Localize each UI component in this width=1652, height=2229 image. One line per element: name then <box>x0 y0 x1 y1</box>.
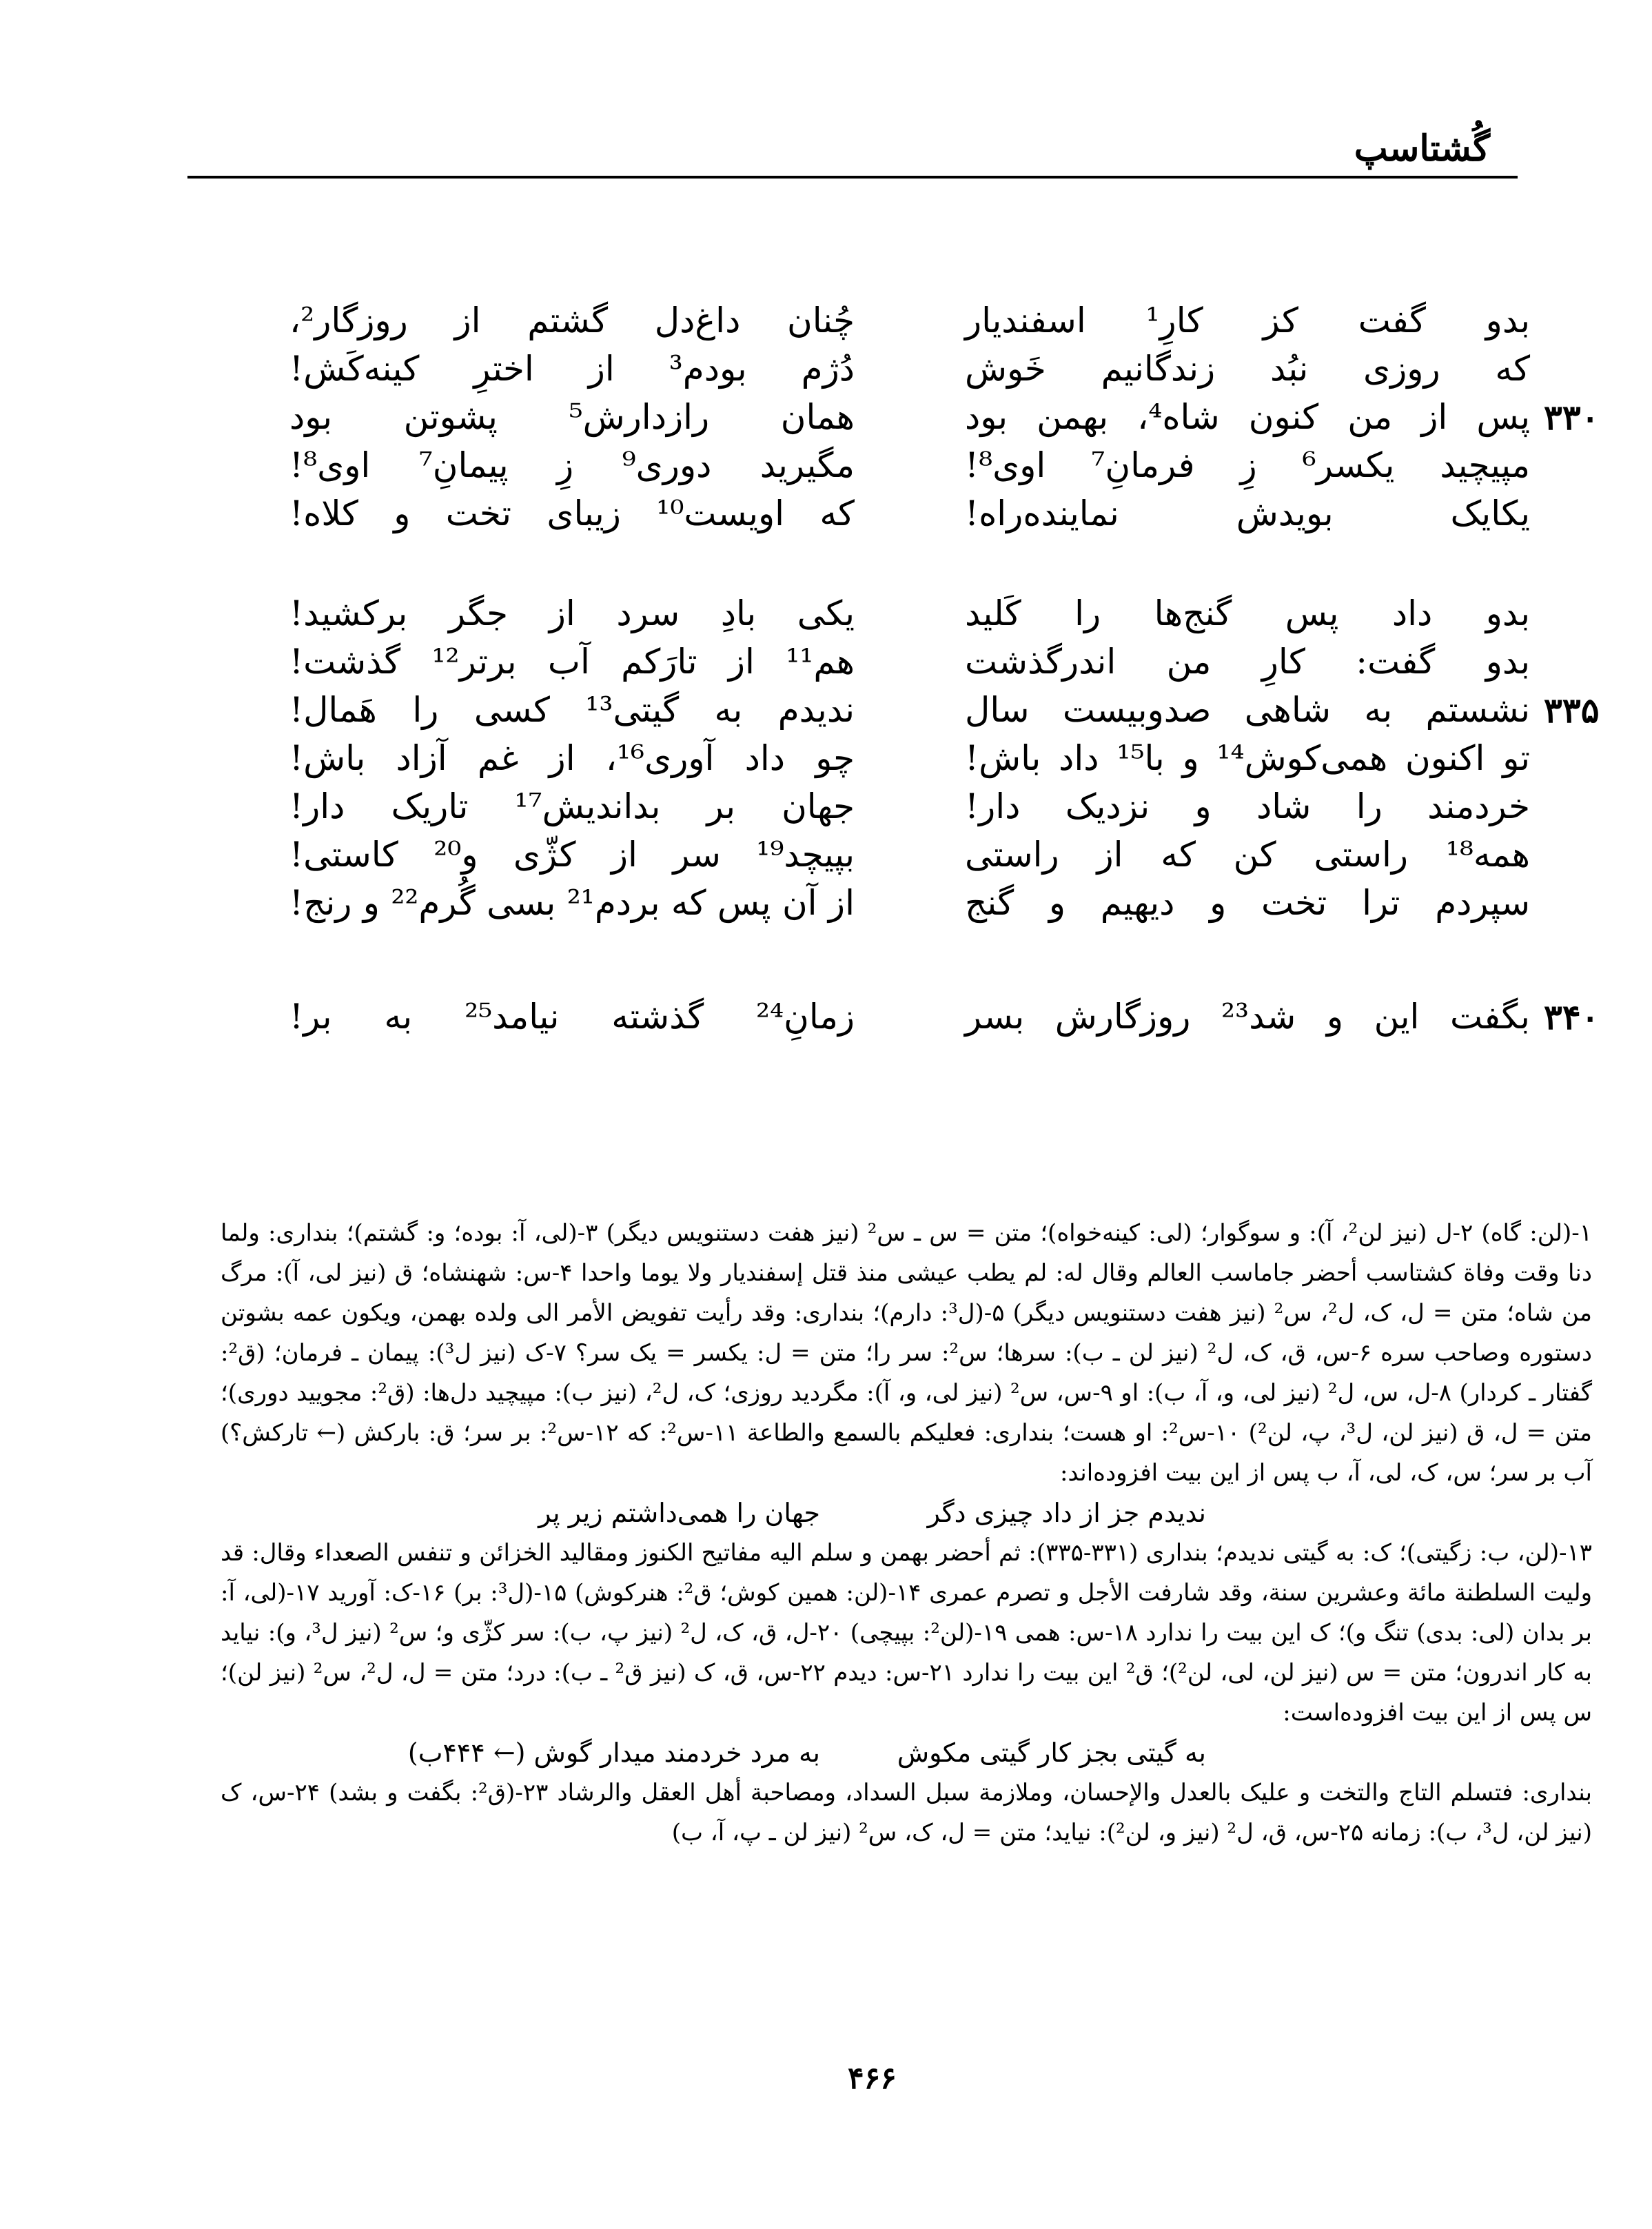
hemistich-first: پس از من کنون شاه⁴، بهمن بود <box>965 397 1530 437</box>
hemistich-second: هم¹¹ از تارَکم آب برتر¹² گذشت! <box>289 642 855 682</box>
verse-group-2 <box>289 589 1600 927</box>
hemistich-first: بدو گفت: کارِ من اندرگذشت <box>965 642 1530 682</box>
verse-number: ۳۳۰ <box>1544 396 1600 438</box>
footnote-paragraph-3: بنداری: فتسلم التاج والتخت و علیک بالعدل والإحسان، وملازمة سبل السداد، ومصاحبة أهل العقل والرشاد ۲۳-(ق²: بگفت و بشد) ۲۴-س، ک (نیز لن، ل³، ب): زمانه ۲۵-س، ق، ل² (نیز و، لن²): نیاید؛ متن = ل، ک، س² (نیز لن ـ پ، آ، ب) <box>221 1779 1592 1846</box>
verse-row <box>289 638 1530 686</box>
hemistich-first: بگفت این و شد²³ روزگارش بسر <box>965 997 1530 1037</box>
verse-number: ۳۴۰ <box>1544 996 1600 1037</box>
verse-row <box>289 296 1530 345</box>
hemistich-first: مپیچید یکسر⁶ زِ فرمانِ⁷ اوی⁸! <box>965 445 1530 485</box>
hemistich-second: یکی بادِ سرد از جگر برکشید! <box>289 593 855 633</box>
hemistich-second: بپیچد¹⁹ سر از کژّی و²⁰ کاستی! <box>289 835 855 875</box>
hemistich-first: نشستم به شاهی صدوبیست سال <box>965 690 1530 730</box>
verse-row <box>289 589 1530 638</box>
hemistich-second: از آن پس که بردم²¹ بسی گُرم²² و رنج! <box>289 883 855 923</box>
footnote-paragraph-2: ۱۳-(لن، ب: زگیتی)؛ ک: به گیتی ندیدم؛ بنداری (۳۳۱-۳۳۵): ثم أحضر بهمن و سلم الیه مفاتیح الکنوز ومقالید الخزائن و تنفس الصعداء وقال: قد ولیت السلطنة مائة وعشرین سنة، وقد شارفت الأجل و تصرم عمری ۱۴-(لن: همین کوش؛ ق²: هنرکوش) ۱۵-(ل³: بر) ۱۶-ک: آورید ۱۷-(لی، آ: بر بدان (لی: بدی) تنگ و)؛ ک این بیت را ندارد ۱۸-س: همی ۱۹-(لن²: بپیچی) ۲۰-ل، ق، ک، ل² (نیز پ، ب): سر کژّی و؛ س² (نیز ل³، و): نیاید به کار اندرون؛ متن = س (نیز لن، لی، لن²)؛ ق² این بیت را ندارد ۲۱-س: دیدم ۲۲-س، ق، ک (نیز ق² ـ ب): درد؛ متن = ل، ل²، س² (نیز لن)؛ س پس از این بیت افزوده‌است: <box>221 1539 1592 1727</box>
verse-row <box>289 686 1600 734</box>
verse-row <box>289 441 1530 489</box>
page-number: ۴۶۶ <box>848 2061 897 2096</box>
verse-row <box>289 393 1600 441</box>
added-verse-first: ندیدم جز از داد چیزی دگر <box>927 1498 1206 1528</box>
hemistich-second: دُژم بودم³ از اخترِ کینه‌کَش! <box>289 349 855 389</box>
header-rule <box>187 176 1518 179</box>
hemistich-first: که روزی نبُد زندگانیم خَوش <box>965 349 1530 389</box>
added-verse-first: به گیتی بجز کار گیتی مکوش <box>897 1738 1206 1768</box>
verse-group-3 <box>289 993 1600 1041</box>
hemistich-first: بدو گفت کز کارِ¹ اسفندیار <box>965 301 1530 340</box>
verse-number: ۳۳۵ <box>1544 689 1600 731</box>
verse-row <box>289 734 1530 782</box>
hemistich-first: تو اکنون همی‌کوش¹⁴ و با¹⁵ داد باش! <box>965 738 1530 778</box>
hemistich-second: ندیدم به گیتی¹³ کسی را هَمال! <box>289 690 855 730</box>
hemistich-second: چُنان داغ‌دل گشتم از روزگار²، <box>289 301 855 340</box>
footnote-paragraph-1: ۱-(لن: گاه) ۲-ل (نیز لن²، آ): و سوگوار؛ (لی: کینه‌خواه)؛ متن = س ـ س² (نیز هفت دستنویس دیگر) ۳-(لی، آ: بوده؛ و: گشتم)؛ بنداری: ولما دنا وقت وفاة کشتاسب أحضر جاماسب العالم وقال له: لم یطب عیشی منذ قتل إسفندیار ولا یوما واحدا ۴-س: شهنشاه؛ ق (نیز لی، آ): مرگ من شاه؛ متن = ل، ک، ل²، س² (نیز هفت دستنویس دیگر) ۵-(ل³: دارم)؛ بنداری: وقد رأیت تفویض الأمر الی ولده بهمن، ویکون عمه بشوتن دستوره وصاحب سره ۶-س، ق، ک، ل² (نیز لن ـ ب): سرها؛ س²: سر را؛ متن = ل: یکسر = یک سر؟ ۷-ک (نیز ل³): پیمان ـ فرمان؛ (ق²: گفتار ـ کردار) ۸-ل، س، ل² (نیز لی، و، آ، ب): او ۹-س، س² (نیز لی، و، آ): مگردید روزی؛ ک، ل²، (نیز ب): مپیچید دل‌ها: (ق²: مجویید دوری)؛ متن = ل، ق (نیز لن، ل³، پ، لن²) ۱۰-س²: او هست؛ بنداری: فعلیکم بالسمع والطاعة ۱۱-س²: که ۱۲-س²: بر سر؛ ق: بارکش (← تارکش؟) آب بر سر؛ س، ک، لی، آ، ب پس از این بیت افزوده‌اند: <box>221 1219 1593 1487</box>
verse-row <box>289 345 1530 393</box>
hemistich-second: چو داد آوری¹⁶، از غم آزاد باش! <box>289 738 855 778</box>
footnotes <box>221 1213 1592 1853</box>
hemistich-first: خردمند را شاد و نزدیک دار! <box>965 786 1530 826</box>
hemistich-second: که اویست¹⁰ زیبای تخت و کلاه! <box>289 493 855 533</box>
added-verse-2 <box>221 1733 1592 1773</box>
added-verse-second: به مرد خردمند میدار گوش (← ۴۴۴ب) <box>407 1738 820 1768</box>
hemistich-second: جهان بر بداندیش¹⁷ تاریک دار! <box>289 786 855 826</box>
added-verse-second: جهان را همی‌داشتم زیر پر <box>538 1498 820 1528</box>
verse-row <box>289 489 1530 538</box>
added-verse-1 <box>221 1493 1592 1533</box>
verse-row <box>289 993 1600 1041</box>
hemistich-second: همان رازدارش⁵ پشوتن بود <box>289 397 855 437</box>
hemistich-first: یکایک بویدش نماینده‌راه! <box>965 493 1530 533</box>
hemistich-first: سپردم ترا تخت و دیهیم و گنج <box>965 883 1530 923</box>
hemistich-first: بدو داد پس گنج‌ها را کَلید <box>965 593 1530 633</box>
verse-row <box>289 831 1530 879</box>
verse-group-1 <box>289 296 1600 538</box>
verse-row <box>289 879 1530 927</box>
hemistich-second: مگیرید دوری⁹ زِ پیمانِ⁷ اوی⁸! <box>289 445 855 485</box>
hemistich-second: زمانِ²⁴ گذشته نیامد²⁵ به بر! <box>289 997 855 1037</box>
verse-row <box>289 782 1530 831</box>
running-title: گُشتاسپ <box>1354 128 1490 170</box>
hemistich-first: همه¹⁸ راستی کن که از راستی <box>965 835 1530 875</box>
